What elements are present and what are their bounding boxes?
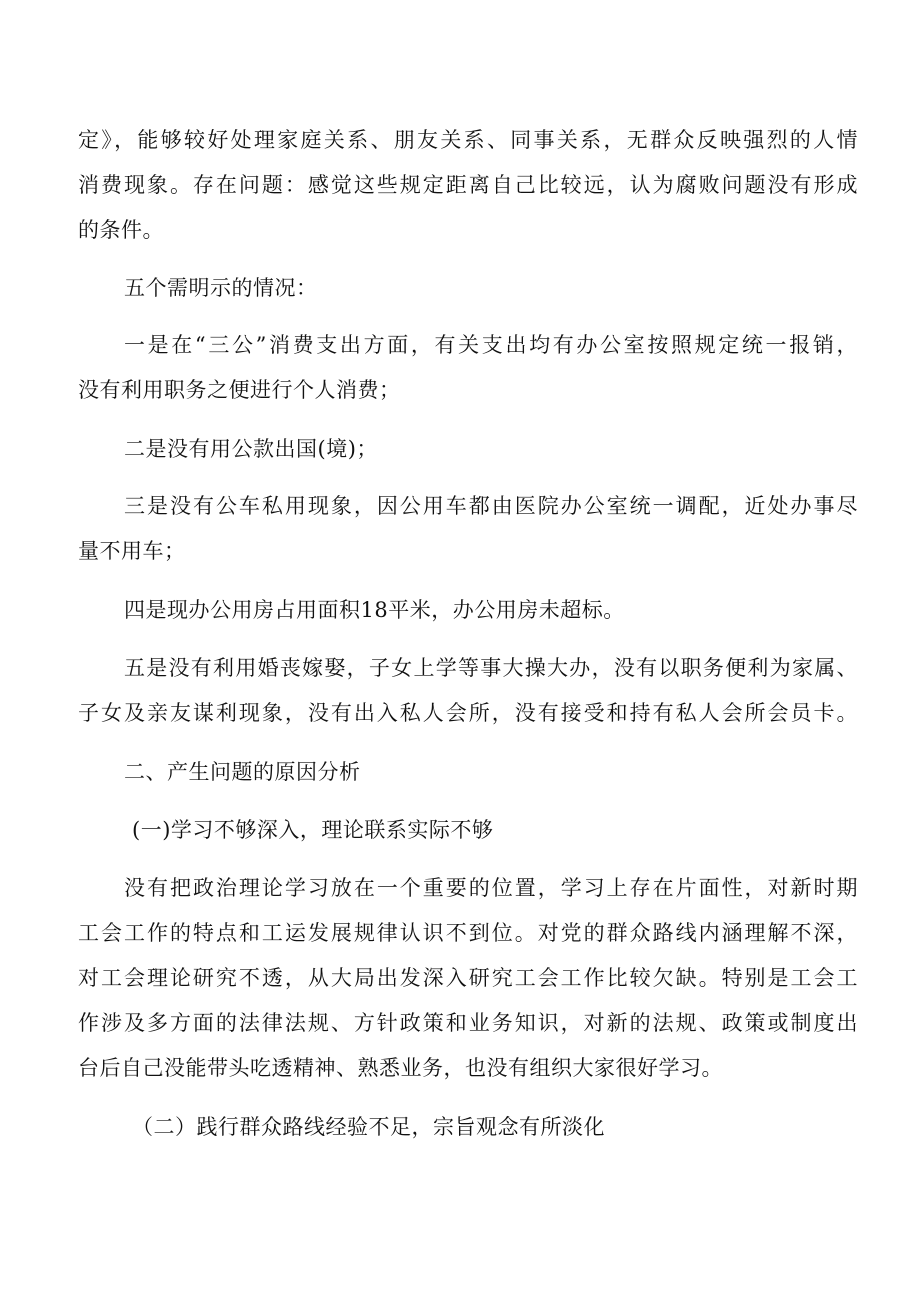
para1-line3: 的条件。 <box>78 218 164 242</box>
item4-text: 四是现办公用房占用面积18平米，办公用房未超标。 <box>124 598 625 622</box>
item5-line2: 子女及亲友谋利现象，没有出入私人会所，没有接受和持有私人会所会员卡。 <box>78 701 858 725</box>
sub1-body-line5: 台后自己没能带头吃透精神、熟悉业务，也没有组织大家很好学习。 <box>78 1056 723 1080</box>
subsection2-title: （二）践行群众路线经验不足，宗旨观念有所淡化 <box>132 1115 605 1139</box>
sub1-body-line4: 作涉及多方面的法律法规、方针政策和业务知识，对新的法规、政策或制度出 <box>78 1011 858 1035</box>
sub1-body-line3: 对工会理论研究不透，从大局出发深入研究工会工作比较欠缺。特别是工会工 <box>78 966 858 990</box>
item1-line1: 一是在“三公”消费支出方面，有关支出均有办公室按照规定统一报销， <box>124 333 858 357</box>
item1-line2: 没有利用职务之便进行个人消费； <box>78 378 401 402</box>
para1-line1: 定》，能够较好处理家庭关系、朋友关系、同事关系，无群众反映强烈的人情 <box>78 128 858 152</box>
item5-line1: 五是没有利用婚丧嫁娶，子女上学等事大操大办，没有以职务便利为家属、 <box>124 656 858 680</box>
item3-line1: 三是没有公车私用现象，因公用车都由医院办公室统一调配，近处办事尽 <box>124 494 858 518</box>
item3-line2: 量不用车； <box>78 539 186 563</box>
subsection1-title: (一)学习不够深入，理论联系实际不够 <box>132 818 494 842</box>
item2-text: 二是没有用公款出国(境)； <box>124 437 378 461</box>
section2-title: 二、产生问题的原因分析 <box>124 760 361 784</box>
sub1-body-line1: 没有把政治理论学习放在一个重要的位置，学习上存在片面性，对新时期 <box>124 876 858 900</box>
para1-line2: 消费现象。存在问题：感觉这些规定距离自己比较远，认为腐败问题没有形成 <box>78 173 858 197</box>
heading-five-items: 五个需明示的情况： <box>124 276 318 300</box>
sub1-body-line2: 工会工作的特点和工运发展规律认识不到位。对党的群众路线内涵理解不深， <box>78 921 858 945</box>
